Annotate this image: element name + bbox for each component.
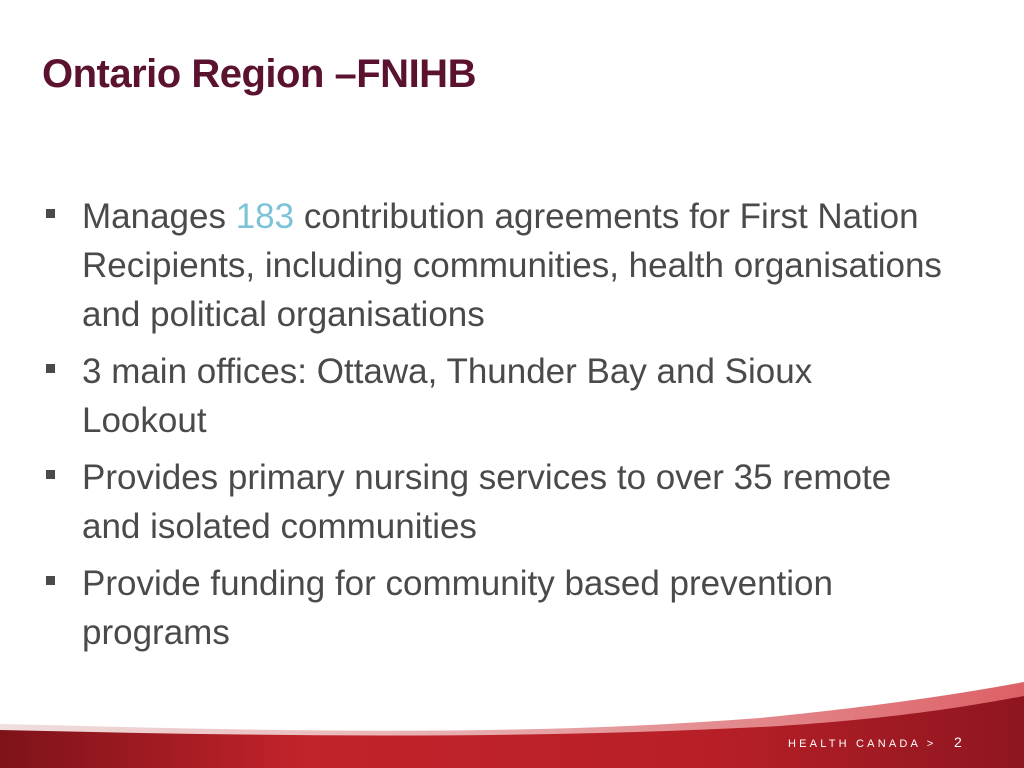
bullet-text-start: Manages <box>82 197 236 236</box>
bullet-list <box>42 192 942 665</box>
square-bullet-icon <box>46 209 55 218</box>
bullet-text-end: contribution agreements for First Nation Recipients, including communities, health organisations and political organisations <box>82 197 942 334</box>
square-bullet-icon <box>46 364 55 373</box>
slide-title: Ontario Region –FNIHB <box>42 52 476 96</box>
bullet-item <box>42 453 942 551</box>
page-number: 2 <box>954 734 962 750</box>
highlighted-number: 183 <box>235 197 295 236</box>
bullet-text: 3 main offices: Ottawa, Thunder Bay and Sioux Lookout <box>82 352 813 440</box>
bullet-text: Provides primary nursing services to over 35 remote and isolated communities <box>82 458 892 546</box>
bullet-item <box>42 192 942 339</box>
footer-brand: HEALTH CANADA > <box>788 738 937 750</box>
bullet-item <box>42 559 942 657</box>
footer-wave-banner <box>0 678 1024 768</box>
bullet-text: Provide funding for community based prevention programs <box>82 564 833 652</box>
square-bullet-icon <box>46 470 55 479</box>
bullet-item <box>42 347 942 445</box>
square-bullet-icon <box>46 576 55 585</box>
